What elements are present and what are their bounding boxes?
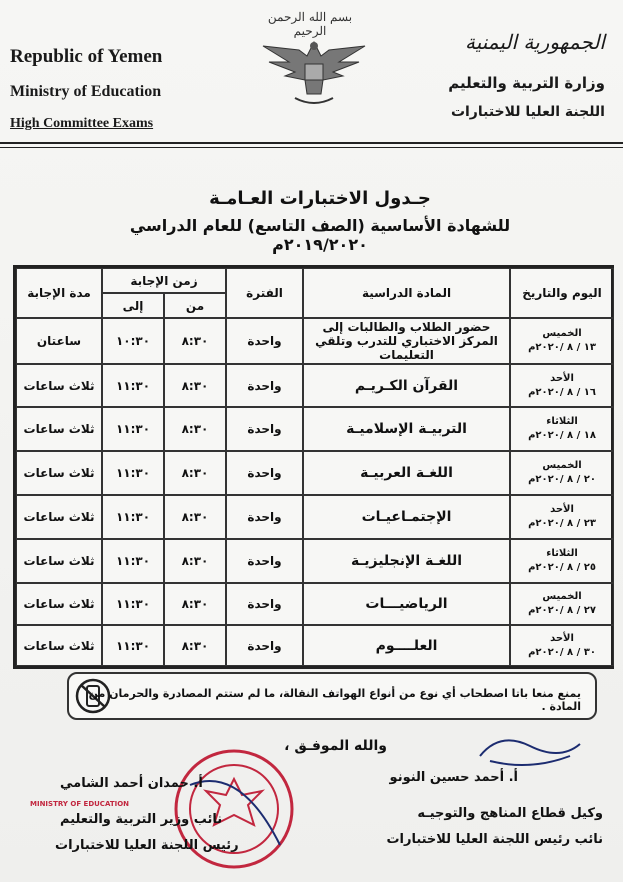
exam-date: ٢٥ / ٨ /٢٠٢٠م [528,562,596,573]
header-day-date: اليوم والتاريخ [510,268,614,318]
to-cell: ١١:٣٠ [102,364,164,407]
period-cell: واحدة [226,407,303,451]
from-cell: ٨:٣٠ [164,495,226,539]
duration-cell: ثلاث ساعات [16,583,102,625]
to-cell: ١١:٣٠ [102,407,164,451]
header-rule-bottom [0,147,623,148]
from-cell: ٨:٣٠ [164,583,226,625]
subject-cell: اللغـة الإنجليزيـة [303,539,510,583]
header-subject: المادة الدراسية [303,268,510,318]
left-signatory-title1: نائب وزير التربية والتعليم [60,812,223,827]
day-name: الأحد [550,372,574,384]
duration-cell: ثلاث ساعات [16,495,102,539]
from-cell: ٨:٣٠ [164,407,226,451]
to-cell: ١١:٣٠ [102,625,164,666]
closing-text: والله الموفـق ، [284,738,387,754]
from-cell: ٨:٣٠ [164,451,226,495]
exam-date: ٢٠ / ٨ /٢٠٢٠م [528,474,596,485]
notice-text: يمنع منعا باتا اصطحاب أي نوع من أنواع الهواتف النقالة، ما لم ستتم المصادرة والحرمان من المادة . [88,687,581,713]
header-duration: مدة الإجابة [16,268,102,318]
right-signatory-title2: نائب رئيس اللجنة العليا للاختبارات [386,832,603,847]
duration-cell: ثلاث ساعات [16,407,102,451]
right-signatory-name: أ. أحمد حسين النونو [389,770,518,785]
day-date-cell [510,625,614,666]
header-period: الفترة [226,268,303,318]
day-date-cell [510,407,614,451]
ar-ministry: وزارة التربية والتعليم [448,74,605,92]
yemen-eagle-emblem-icon [255,36,373,110]
period-cell: واحدة [226,539,303,583]
day-name: الخميس [542,460,582,471]
subject-cell: القرآن الكـريـم [303,364,510,407]
phone-notice [67,672,597,720]
day-name: الأحد [550,632,574,644]
subject-cell: حضور الطلاب والطالبات إلى المركز الاختباري للتدرب وتلقي التعليمات [303,318,510,364]
exam-date: ١٦ / ٨ /٢٠٢٠م [528,386,596,398]
exam-date: ١٣ / ٨ /٢٠٢٠م [528,342,596,353]
day-date-cell [510,318,614,364]
en-committee: High Committee Exams [10,116,154,131]
exam-date: ٣٠ / ٨ /٢٠٢٠م [528,646,596,658]
day-name: الخميس [542,328,582,339]
from-cell: ٨:٣٠ [164,625,226,666]
signature-right-icon [470,726,590,776]
period-cell: واحدة [226,495,303,539]
header-answer-time: زمن الإجابة [102,268,226,293]
en-country: Republic of Yemen [10,46,163,67]
period-cell: واحدة [226,318,303,364]
day-name: الأحد [550,504,574,515]
header-rule-top [0,142,623,144]
day-date-cell [510,539,614,583]
day-name: الخميس [542,591,582,602]
to-cell: ١١:٣٠ [102,495,164,539]
period-cell: واحدة [226,364,303,407]
header-to: إلى [102,293,164,318]
exam-date: ٢٧ / ٨ /٢٠٢٠م [528,605,596,616]
ar-country: الجمهورية اليمنية [464,30,605,54]
left-signatory-title2: رئيس اللجنة العليا للاختبارات [55,838,239,853]
day-date-cell [510,583,614,625]
day-name: الثلاثاء [546,416,578,427]
to-cell: ١١:٣٠ [102,539,164,583]
from-cell: ٨:٣٠ [164,539,226,583]
exam-date: ١٨ / ٨ /٢٠٢٠م [528,430,596,441]
exam-schedule-table [13,265,614,669]
from-cell: ٨:٣٠ [164,364,226,407]
subject-cell: الرياضيـــات [303,583,510,625]
day-date-cell [510,451,614,495]
duration-cell: ثلاث ساعات [16,364,102,407]
duration-cell: ثلاث ساعات [16,451,102,495]
basmala: بسم الله الرحمن الرحيم [267,10,353,38]
to-cell: ١٠:٣٠ [102,318,164,364]
subject-cell: اللغـة العربيـة [303,451,510,495]
schedule-subtitle: للشهادة الأساسية (الصف التاسع) للعام الدراسي ٢٠١٩/٢٠٢٠م [129,216,511,254]
ministry-stamp-icon [170,745,298,873]
day-date-cell [510,495,614,539]
duration-cell: ساعتان [16,318,102,364]
subject-cell: الإجتمـاعيـات [303,495,510,539]
period-cell: واحدة [226,583,303,625]
en-ministry: Ministry of Education [10,83,162,100]
day-date-cell [510,364,614,407]
period-cell: واحدة [226,625,303,666]
from-cell: ٨:٣٠ [164,318,226,364]
to-cell: ١١:٣٠ [102,451,164,495]
stamp-text: MINISTRY OF EDUCATION [30,800,130,808]
to-cell: ١١:٣٠ [102,583,164,625]
subject-cell: التربيـة الإسلاميـة [303,407,510,451]
subject-cell: العلــــوم [303,625,510,666]
day-name: الثلاثاء [546,548,578,559]
exam-date: ٢٣ / ٨ /٢٠٢٠م [528,518,596,529]
period-cell: واحدة [226,451,303,495]
left-signatory-name: أ. حمدان أحمد الشامي [60,776,203,791]
ar-committee: اللجنة العليا للاختبارات [450,104,605,120]
duration-cell: ثلاث ساعات [16,625,102,666]
schedule-title: جـدول الاختبارات العـامـة [209,188,431,209]
right-signatory-title1: وكيل قطاع المناهج والتوجيـه [417,806,603,821]
duration-cell: ثلاث ساعات [16,539,102,583]
header-from: من [164,293,226,318]
